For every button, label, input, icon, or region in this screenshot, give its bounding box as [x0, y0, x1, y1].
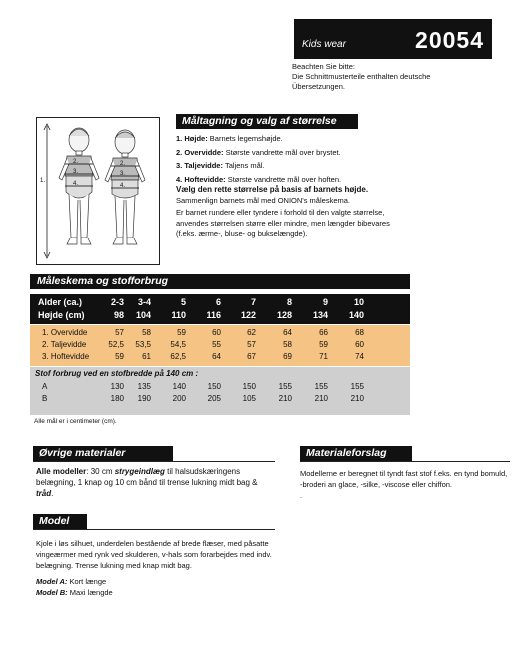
height-cell: 104	[135, 310, 151, 320]
interfacing-term: strygeindlæg	[114, 467, 165, 476]
item-desc: Største vandrette mål over brystet.	[225, 147, 341, 157]
measure-cell: 57	[115, 328, 124, 337]
height-cell: 116	[206, 310, 221, 320]
fabric-cell: 150	[207, 382, 221, 391]
note-line: Beachten Sie bitte:	[292, 62, 355, 71]
variant-name: Model A:	[36, 577, 68, 586]
fabric-rows-block	[30, 367, 410, 415]
measure-cell: 64	[283, 328, 292, 337]
item-num: 1.	[176, 134, 183, 143]
age-cell: 9	[322, 297, 328, 307]
label-waist-girl: 3.	[73, 169, 79, 175]
fabric-title: Stof forbrug ved en stofbredde på 140 cm :	[35, 369, 199, 378]
model-variant	[36, 576, 276, 587]
size-choice-rule: Vælg den rette størrelse på basis af barnets højde.	[176, 185, 369, 194]
fabric-row-label: B	[42, 394, 48, 403]
measure-cell: 66	[319, 328, 328, 337]
fabric-cell: 180	[110, 394, 124, 403]
measure-cell: 60	[212, 328, 221, 337]
measuring-item	[176, 175, 416, 186]
measure-cell: 54,5	[170, 340, 186, 349]
fabric-cell: 135	[137, 382, 151, 391]
fabric-suggestion-trailing: .	[300, 491, 303, 500]
item-term: Hoftevidde:	[184, 174, 226, 184]
translation-note	[292, 62, 512, 92]
fabric-cell: 210	[350, 394, 364, 403]
fabric-cell: 205	[207, 394, 221, 403]
size-chart-title: Måleskema og stofforbrug	[37, 275, 169, 287]
other-materials-title: Øvrige materialer	[33, 446, 173, 461]
label-hip-girl: 4.	[73, 181, 79, 187]
height-cell: 122	[240, 310, 256, 320]
measure-cell: 57	[247, 340, 256, 349]
measure-cell: 59	[177, 328, 186, 337]
compare-line: Sammenlign barnets mål med ONION's måleskema.	[176, 195, 350, 205]
age-cell: 2-3	[110, 297, 124, 307]
item-num: 4.	[176, 174, 183, 184]
item-term: Højde:	[184, 134, 208, 143]
measuring-section	[176, 134, 416, 240]
fabric-cell: 155	[350, 382, 364, 391]
variant-name: Model B:	[36, 588, 68, 597]
measure-cell: 61	[142, 352, 151, 361]
size-header-block	[30, 294, 410, 324]
measure-cell: 62	[247, 328, 256, 337]
child-measurement-illustration	[36, 117, 160, 265]
measure-cell: 67	[247, 352, 256, 361]
age-cell: 8	[286, 297, 292, 307]
fabric-cell: 130	[110, 382, 124, 391]
all-models-label: Alle modeller	[36, 467, 87, 476]
thread-term: tråd	[36, 489, 52, 498]
measure-row-label: 1. Overvidde	[42, 328, 88, 337]
height-label: Højde (cm)	[38, 310, 85, 320]
height-cell: 140	[348, 310, 364, 320]
fabric-cell: 155	[278, 382, 292, 391]
variant-desc: Kort længe	[69, 577, 107, 586]
chart-footnote: Alle mål er i centimeter (cm).	[34, 418, 117, 425]
age-cell: 6	[215, 297, 221, 307]
measure-cell: 71	[319, 352, 328, 361]
fabric-cell: 155	[314, 382, 328, 391]
age-cell: 7	[250, 297, 256, 307]
label-chest-boy: 2.	[120, 161, 126, 167]
item-desc: Taljens mål.	[224, 161, 265, 170]
height-cell: 128	[276, 310, 292, 320]
label-waist-boy: 3.	[120, 171, 126, 177]
label-hip-boy: 4.	[120, 183, 126, 189]
measure-cell: 62,5	[170, 352, 186, 361]
height-cell: 110	[171, 310, 186, 320]
measurement-rows-block	[30, 325, 410, 366]
measure-cell: 58	[142, 328, 151, 337]
fabric-suggestion-text	[300, 468, 510, 501]
measure-cell: 53,5	[135, 340, 151, 349]
height-cell: 98	[113, 310, 124, 320]
fabric-cell: 140	[172, 382, 186, 391]
measure-row-label: 3. Hoftevidde	[42, 352, 90, 361]
fabric-row-label: A	[42, 382, 48, 391]
item-desc: Største vandrette mål over hoften.	[227, 174, 342, 184]
fabric-cell: 150	[242, 382, 256, 391]
measure-cell: 58	[283, 340, 292, 349]
other-materials-rule	[33, 461, 275, 462]
fabric-cell: 210	[278, 394, 292, 403]
age-label: Alder (ca.)	[38, 297, 83, 307]
item-term: Taljevidde:	[184, 161, 223, 170]
measure-cell: 59	[115, 352, 124, 361]
measure-cell: 60	[355, 340, 364, 349]
measure-cell: 59	[319, 340, 328, 349]
header-box	[294, 19, 492, 59]
model-title: Model	[33, 514, 87, 529]
measuring-paragraph: Er barnet rundere eller tyndere i forhold til den valgte størrelse, anvendes størrelsen større eller mindre, men længder bibevares (f.eks. ærme-, bluse- og bukselængde).	[176, 208, 390, 238]
children-figure-drawing	[37, 118, 159, 264]
fabric-cell: 200	[172, 394, 186, 403]
fabric-cell: 210	[314, 394, 328, 403]
model-paragraph: Kjole i løs silhuet, underdelen bestående af brede flæser, med påsatte vingeærmer med rynk ved skulderen, v-hals som forarbejdes med indv. belægning. Trense lukning med knap midt bag.	[36, 539, 272, 570]
measure-cell: 68	[355, 328, 364, 337]
measure-cell: 64	[212, 352, 221, 361]
measuring-item	[176, 161, 416, 172]
variant-desc: Maxi længde	[69, 588, 113, 597]
fabric-cell: 190	[137, 394, 151, 403]
measuring-item	[176, 148, 416, 159]
item-term: Overvidde:	[184, 147, 224, 157]
item-num: 3.	[176, 161, 183, 170]
label-height: 1.	[40, 178, 46, 184]
fabric-suggestion-title: Materialeforslag	[300, 446, 412, 461]
measure-cell: 55	[212, 340, 221, 349]
age-cell: 5	[180, 297, 186, 307]
size-chart-title-bar	[30, 274, 410, 289]
age-cell: 10	[353, 297, 364, 307]
fabric-suggestion-paragraph: Modellerne er beregnet til tyndt fast stof f.eks. en tynd bomuld, -broderi an glace, -silke, -viscose eller chiffon.	[300, 469, 508, 489]
materials-text: : 30 cm	[86, 467, 115, 476]
model-rule	[33, 529, 275, 530]
measure-row-label: 2. Taljevidde	[42, 340, 87, 349]
note-line: Die Schnittmusterteile enthalten deutsche	[292, 72, 431, 81]
pattern-number: 20054	[415, 27, 484, 53]
fabric-cell: 105	[242, 394, 256, 403]
other-materials-text	[36, 466, 274, 499]
materials-text: .	[51, 489, 54, 498]
height-cell: 134	[312, 310, 328, 320]
model-section	[36, 538, 276, 598]
model-variant	[36, 587, 276, 598]
age-cell: 3-4	[137, 297, 151, 307]
label-chest-girl: 2.	[73, 159, 79, 165]
item-desc: Barnets legemshøjde.	[209, 134, 283, 143]
materials-text: til halsudskæringens belægning, 1 knap og 10 cm bånd til trense lukning midt bag &	[36, 467, 258, 487]
measuring-title: Måltagning og valg af størrelse	[176, 114, 358, 129]
measuring-item	[176, 134, 416, 145]
measure-cell: 74	[355, 352, 364, 361]
note-line: Übersetzungen.	[292, 82, 345, 91]
measure-cell: 52,5	[108, 340, 124, 349]
item-num: 2.	[176, 147, 183, 157]
measure-cell: 69	[283, 352, 292, 361]
fabric-suggestion-rule	[300, 461, 510, 462]
category-label: Kids wear	[302, 39, 346, 50]
